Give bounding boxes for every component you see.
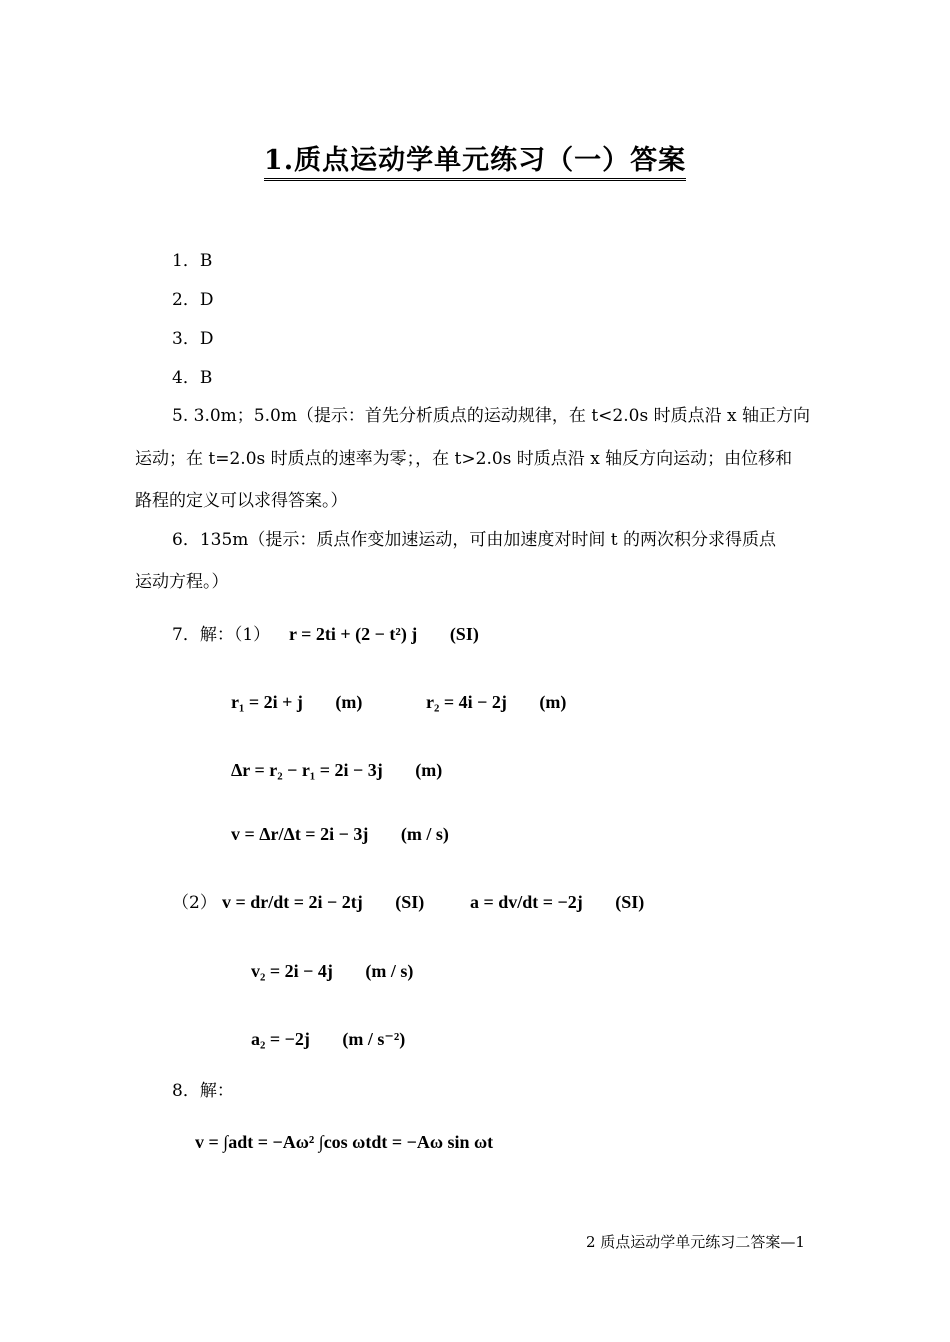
q7-eq-velocity: [222, 890, 424, 914]
q7-eq-position-text: r = 2ti + (2 − t²) j: [289, 624, 418, 644]
q7-unit-si-3: (SI): [615, 892, 645, 912]
q7-unit-ms-1: (m / s): [400, 824, 449, 844]
q7-eq-r2-text: r₂ = 4i − 2j: [426, 692, 507, 712]
page-title-text: 1.质点运动学单元练习（一）答案: [264, 145, 686, 181]
q7-eq-avg-velocity: [231, 822, 449, 846]
answer-4: 4．B: [172, 368, 213, 388]
answer-2: 2．D: [172, 290, 214, 310]
q7-unit-ms2: (m / s⁻²): [342, 1029, 406, 1049]
q7-eq-r1-text: r₁ = 2i + j: [231, 692, 303, 712]
q7-part2-label: （2）: [172, 893, 217, 913]
answer-6-line-1: 6．135m（提示：质点作变加速运动，可由加速度对时间 t 的两次积分求得质点: [172, 530, 777, 550]
answer-6-line-2: 运动方程。）: [135, 572, 229, 592]
answer-5-line-2: 运动；在 t=2.0s 时质点的速率为零；，在 t>2.0s 时质点沿 x 轴反方向运动；由位移和: [135, 449, 793, 469]
q7-eq-displacement: [231, 758, 442, 782]
q7-eq-velocity-text: v = dr/dt = 2i − 2tj: [222, 892, 363, 912]
q7-eq-displacement-text: Δr = r₂ − r₁ = 2i − 3j: [231, 760, 383, 780]
q7-label: 7．解：（1）: [172, 625, 271, 645]
answer-3: 3．D: [172, 329, 214, 349]
q7-unit-m-3: (m): [415, 760, 443, 780]
q7-eq-avg-velocity-text: v = Δr/Δt = 2i − 3j: [231, 824, 369, 844]
q7-eq-r1: [231, 690, 362, 714]
page-footer: 2 质点运动学单元练习二答案—1: [586, 1233, 805, 1251]
q7-eq-acceleration-text: a = dv/dt = −2j: [470, 892, 583, 912]
q7-eq-v2: [251, 959, 413, 983]
answer-5-line-3: 路程的定义可以求得答案。）: [135, 491, 348, 511]
q7-unit-si-1: (SI): [449, 624, 479, 644]
q7-unit-si-2: (SI): [395, 892, 425, 912]
q7-eq-position: [289, 622, 479, 646]
q7-unit-m-2: (m): [539, 692, 567, 712]
q8-label: 8．解：: [172, 1081, 234, 1101]
q7-eq-v2-text: v₂ = 2i − 4j: [251, 961, 333, 981]
q8-eq-velocity: [195, 1130, 493, 1154]
q7-eq-acceleration: [470, 890, 644, 914]
q7-eq-a2-text: a₂ = −2j: [251, 1029, 310, 1049]
q8-eq-velocity-text: v = ∫adt = −Aω² ∫cos ωtdt = −Aω sin ωt: [195, 1132, 494, 1152]
answer-1: 1．B: [172, 251, 213, 271]
q7-eq-a2: [251, 1027, 405, 1051]
q7-eq-r2: [426, 690, 566, 714]
page-title: [0, 138, 950, 177]
q7-unit-ms-2: (m / s): [365, 961, 414, 981]
q7-unit-m-1: (m): [335, 692, 363, 712]
answer-5-line-1: 5. 3.0m；5.0m（提示：首先分析质点的运动规律，在 t<2.0s 时质点沿 x 轴正方向: [172, 406, 810, 426]
